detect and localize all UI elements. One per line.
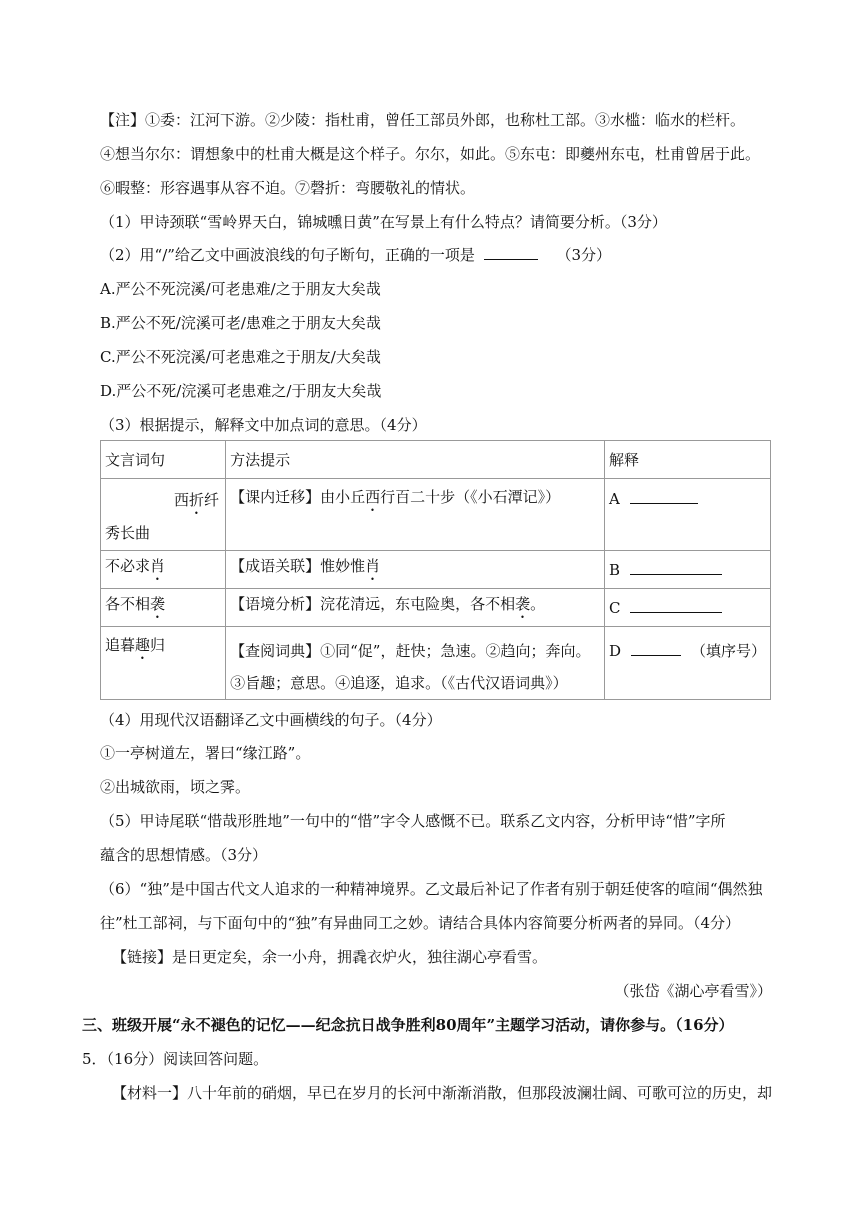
translate-item-2: ②出城欲雨，顷之霁。 [100, 778, 251, 796]
question-5-line-2: 蕴含的思想情感。（3分） [100, 846, 268, 864]
section-3-heading: 三、班级开展“永不褪色的记忆——纪念抗日战争胜利80周年”主题学习活动，请你参与。（16分） [82, 1016, 734, 1034]
option-b: B.严公不死/浣溪可老/患难之于朋友大矣哉 [100, 314, 381, 332]
note-line-2: ④想当尔尔：谓想象中的杜甫大概是这个样子。尔尔，如此。⑤东屯：即夔州东屯，杜甫曾居于此。 [100, 145, 761, 163]
answer-cell: C [604, 589, 770, 627]
translate-item-1: ①一亭树道左，署曰“缘江路”。 [100, 744, 311, 762]
quote-source: （张岱《湖心亭看雪》） [614, 982, 772, 1000]
question-1: （1）甲诗颈联“雪岭界天白，锦城曛日黄”在写景上有什么特点？请简要分析。（3分） [100, 213, 667, 231]
question-2-score: （3分） [556, 246, 612, 264]
word-cell: 各不相袭 [101, 589, 226, 627]
question-5-title: 5．（16分）阅读回答问题。 [82, 1050, 269, 1068]
answer-blank[interactable] [631, 641, 681, 656]
option-c: C.严公不死浣溪/可老患难之于朋友/大矣哉 [100, 348, 381, 366]
answer-blank[interactable] [630, 598, 722, 613]
hint-cell: 【课内迁移】由小丘西行百二十步（《小石潭记》） [226, 479, 605, 551]
header-cell: 文言词句 [101, 441, 226, 479]
answer-cell: A [604, 479, 770, 551]
question-6-line-1: （6）“独”是中国古代文人追求的一种精神境界。乙文最后补记了作者有别于朝廷使客的喧闹“偶然独 [100, 880, 763, 898]
link-quote: 【链接】是日更定矣，余一小舟，拥毳衣炉火，独往湖心亭看雪。 [112, 948, 548, 966]
option-a: A.严公不死浣溪/可老患难/之于朋友大矣哉 [100, 280, 381, 298]
answer-blank[interactable] [630, 560, 722, 575]
note-line-3: ⑥暇整：形容遇事从容不迫。⑦磬折：弯腰敬礼的情状。 [100, 179, 476, 197]
hint-cell: 【查阅词典】①同“促”，赶快；急速。②趋向；奔向。③旨趣；意思。④追逐，追求。（《古代汉语词典》） [226, 627, 605, 700]
word-cell: 不必求肖 [101, 551, 226, 589]
header-cell: 解释 [604, 441, 770, 479]
question-6-line-2: 往”杜工部祠，与下面句中的“独”有异曲同工之妙。请结合具体内容简要分析两者的异同。（4分） [100, 914, 741, 932]
table-row [101, 479, 771, 551]
explanation-table [100, 440, 771, 700]
table-header-row [101, 441, 771, 479]
question-2 [100, 245, 611, 265]
header-cell: 方法提示 [226, 441, 605, 479]
question-5-line-1: （5）甲诗尾联“惜哉形胜地”一句中的“惜”字令人感慨不已。联系乙文内容，分析甲诗“惜”字所 [100, 812, 726, 830]
answer-blank[interactable] [484, 245, 538, 260]
question-4: （4）用现代汉语翻译乙文中画横线的句子。（4分） [100, 711, 442, 729]
table-row [101, 551, 771, 589]
table-row [101, 627, 771, 700]
word-cell: 追暮趣归 [101, 627, 226, 700]
table-row [101, 589, 771, 627]
option-d: D.严公不死/浣溪可老患难之/于朋友大矣哉 [100, 382, 382, 400]
answer-cell: B [604, 551, 770, 589]
answer-blank[interactable] [630, 489, 698, 504]
hint-cell: 【语境分析】浣花清远，东屯险奥，各不相袭。 [226, 589, 605, 627]
material-1: 【材料一】八十年前的硝烟，早已在岁月的长河中渐渐消散，但那段波澜壮阔、可歌可泣的历史，却 [112, 1084, 773, 1102]
note-line-1: 【注】①委：江河下游。②少陵：指杜甫，曾任工部员外郎，也称杜工部。③水槛：临水的栏杆。 [100, 111, 746, 129]
hint-cell: 【成语关联】惟妙惟肖 [226, 551, 605, 589]
answer-cell: D （填序号） [604, 627, 770, 700]
question-2-text: （2）用“/”给乙文中画波浪线的句子断句，正确的一项是 [100, 246, 475, 264]
word-cell: 西折纤秀长曲 [101, 479, 226, 551]
question-3: （3）根据提示，解释文中加点词的意思。（4分） [100, 416, 427, 434]
